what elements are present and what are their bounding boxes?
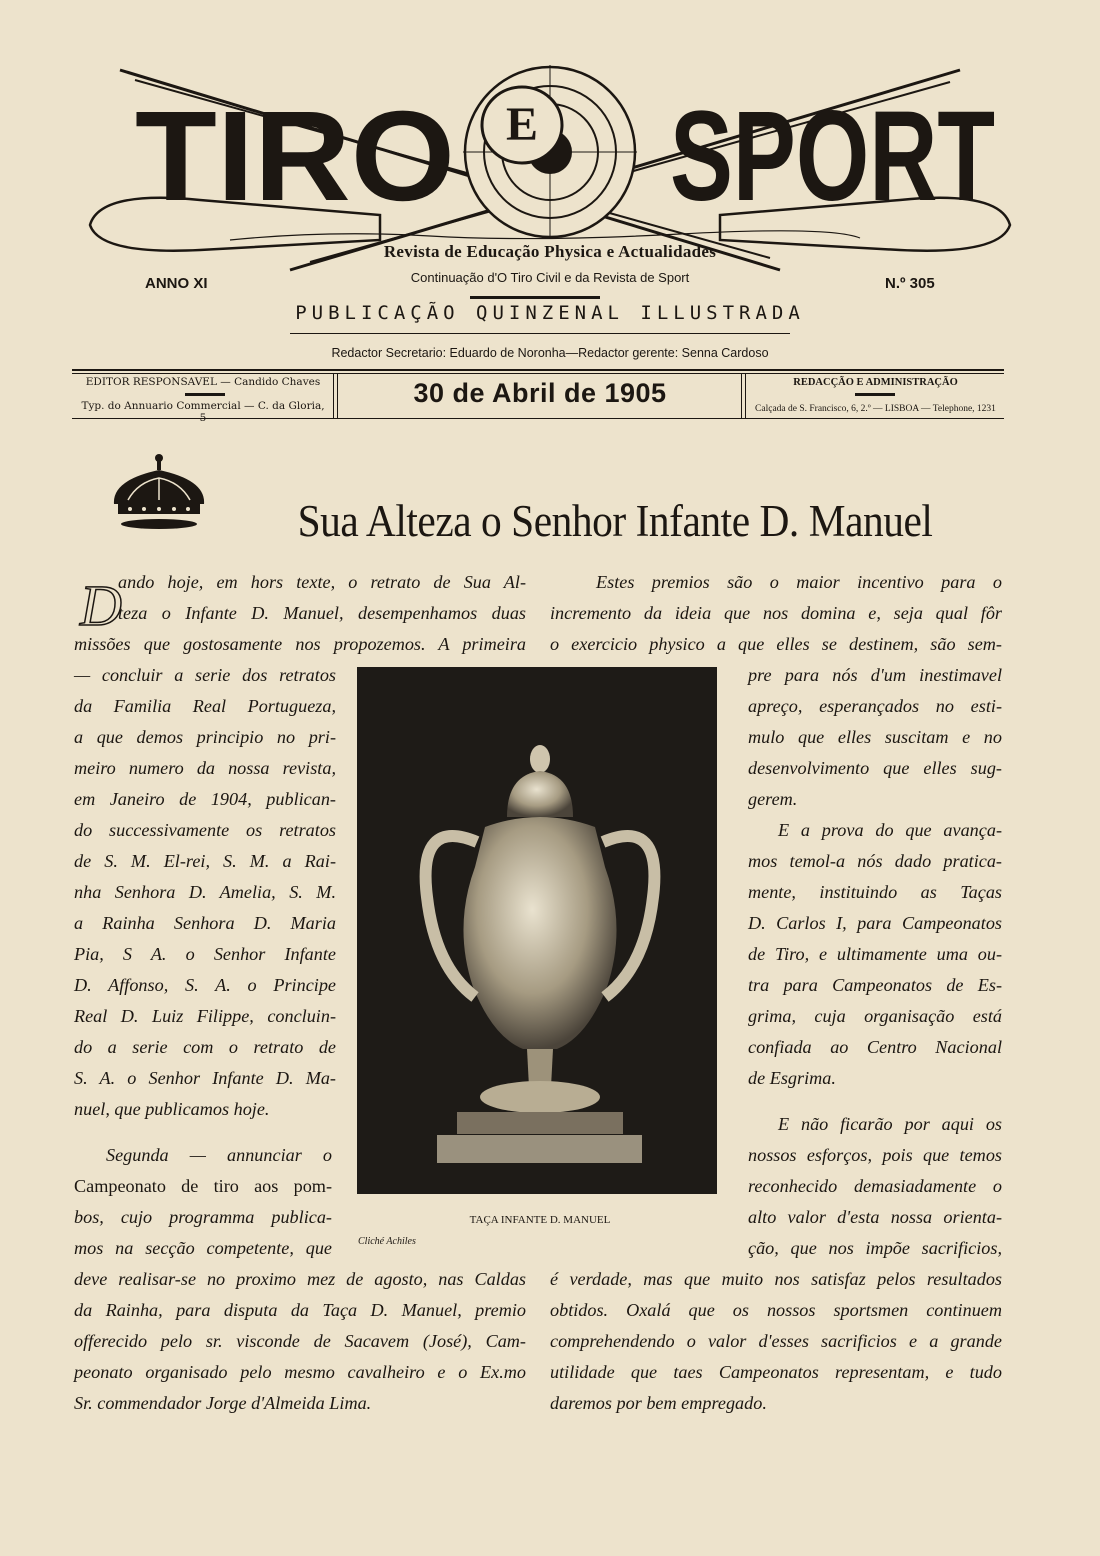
text-line: o exercicio physico a que elles se destinem, são sem-: [550, 634, 1002, 654]
text-line: grima, cuja organisação está: [748, 1006, 1002, 1026]
text-line: E a prova do que avança-: [778, 820, 1002, 840]
text-line: Pia, S A. o Senhor Infante: [74, 944, 336, 964]
trophy-icon: [357, 667, 717, 1194]
text-line: daremos por bem empregado.: [550, 1393, 767, 1413]
text-line: tra para Campeonatos de Es-: [748, 975, 1002, 995]
redactors-line: Redactor Secretario: Eduardo de Noronha—Redactor gerente: Senna Cardoso: [331, 346, 769, 360]
issue-date: 30 de Abril de 1905: [413, 378, 667, 408]
text-line: da Rainha, para disputa da Taça D. Manuel, premio: [74, 1300, 526, 1320]
divider: [470, 296, 600, 299]
svg-text:D: D: [80, 573, 122, 638]
photo-caption: TAÇA INFANTE D. MANUEL: [469, 1214, 611, 1226]
redaccao-title: REDACÇÃO E ADMINISTRAÇÃO: [793, 377, 958, 388]
divider: [185, 393, 225, 396]
text-line: nuel, que publicamos hoje.: [74, 1099, 270, 1119]
redaccao-address: Calçada de S. Francisco, 6, 2.º — LISBOA — Telephone, 1231: [755, 404, 996, 414]
text-line: offerecido pelo sr. visconde de Sacavem (José), Cam-: [74, 1331, 526, 1351]
text-line: D. Carlos I, para Campeonatos: [748, 913, 1002, 933]
text-line: alto valor d'esta nossa orienta-: [748, 1207, 1002, 1227]
divider: [337, 373, 338, 418]
text-line: E não ficarão por aqui os: [778, 1114, 1002, 1134]
text-line: desenvolvimento que elles sug-: [748, 758, 1002, 778]
divider: [72, 373, 1004, 374]
text-line: incremento da ideia que nos domina e, seja qual fôr: [550, 603, 1002, 623]
text-line: em Janeiro de 1904, publican-: [74, 789, 336, 809]
svg-text:E: E: [505, 98, 539, 151]
text-line: de Tiro, e ultimamente uma ou-: [748, 944, 1002, 964]
text-line: de Esgrima.: [748, 1068, 836, 1088]
text-line: missões que gostosamente nos propozemos. A primeira: [74, 634, 526, 654]
text-line: Real D. Luiz Filippe, concluin-: [74, 1006, 336, 1026]
text-line: mos na secção competente, que: [74, 1238, 332, 1258]
text-line: confiada ao Centro Nacional: [748, 1037, 1002, 1057]
divider: [72, 369, 1004, 371]
text-line: reconhecido demasiadamente o: [748, 1176, 1002, 1196]
text-line: S. A. o Senhor Infante D. Ma-: [74, 1068, 336, 1088]
issue-year: ANNO XI: [145, 275, 208, 292]
svg-text:TIRO: TIRO: [135, 85, 455, 228]
text-line: apreço, esperançados no esti-: [748, 696, 1002, 716]
text-line: nossos esforços, pois que temos: [748, 1145, 1002, 1165]
text-line: deve realisar-se no proximo mez de agosto, nas Caldas: [74, 1269, 526, 1289]
divider: [741, 373, 742, 418]
text-line: Campeonato de tiro aos pom-: [74, 1176, 332, 1196]
text-line: ção, que nos impõe sacrificios,: [748, 1238, 1002, 1258]
publication-frequency: PUBLICAÇÃO QUINZENAL ILLUSTRADA: [295, 302, 805, 324]
trophy-photo: [357, 667, 717, 1194]
svg-text:SPORT: SPORT: [670, 85, 995, 228]
text-line: do successivamente os retratos: [74, 820, 336, 840]
text-line: meiro numero da nossa revista,: [74, 758, 336, 778]
text-line: Sr. commendador Jorge d'Almeida Lima.: [74, 1393, 372, 1413]
masthead-subtitle: Revista de Educação Physica e Actualidades: [383, 242, 717, 261]
masthead-continuation: Continuação d'O Tiro Civil e da Revista de Sport: [410, 270, 690, 285]
text-line: D. Affonso, S. A. o Principe: [74, 975, 336, 995]
divider: [333, 373, 334, 418]
text-line: da Familia Real Portugueza,: [74, 696, 336, 716]
text-line: nha Senhora D. Amelia, S. M.: [74, 882, 336, 902]
divider: [745, 373, 746, 418]
text-line: é verdade, mas que muito nos satisfaz pelos resultados: [550, 1269, 1002, 1289]
dropcap: [74, 573, 122, 638]
printer-line: Typ. do Annuario Commercial — C. da Gloria, 5: [81, 400, 325, 424]
text-line: obtidos. Oxalá que os nossos sportsmen continuem: [550, 1300, 1002, 1320]
text-line: a que demos principio no pri-: [74, 727, 336, 747]
text-line: do a serie com o retrato de: [74, 1037, 336, 1057]
text-line: Segunda — annunciar o: [106, 1145, 332, 1165]
text-line: bos, cujo programma publica-: [74, 1207, 332, 1227]
text-line: gerem.: [748, 789, 798, 809]
divider: [855, 393, 895, 396]
editor-line: EDITOR RESPONSAVEL — Candido Chaves: [85, 376, 321, 388]
divider: [290, 333, 790, 334]
text-line: ando hoje, em hors texte, o retrato de Sua Al-: [118, 572, 526, 592]
text-line: — concluir a serie dos retratos: [74, 665, 336, 685]
text-line: teza o Infante D. Manuel, desempenhamos duas: [118, 603, 526, 623]
text-line: mulo que elles suscitam e no: [748, 727, 1002, 747]
text-line: mos temol-a nós dado pratica-: [748, 851, 1002, 871]
text-line: peonato organisado pelo mesmo cavalheiro e o Ex.mo: [74, 1362, 526, 1382]
article-headline: Sua Alteza o Senhor Infante D. Manuel: [297, 496, 933, 546]
text-line: pre para nós d'um inestimavel: [748, 665, 1002, 685]
text-line: Estes premios são o maior incentivo para o: [596, 572, 1002, 592]
text-line: utilidade que taes Campeonatos representam, e tudo: [550, 1362, 1002, 1382]
photo-credit: Cliché Achiles: [358, 1236, 416, 1247]
text-line: a Rainha Senhora D. Maria: [74, 913, 336, 933]
text-line: de S. M. El-rei, S. M. a Rai-: [74, 851, 336, 871]
text-line: comprehendendo o valor d'esses sacrificios e a grande: [550, 1331, 1002, 1351]
issue-number: N.º 305: [885, 275, 935, 292]
text-line: mente, instituindo as Taças: [748, 882, 1002, 902]
